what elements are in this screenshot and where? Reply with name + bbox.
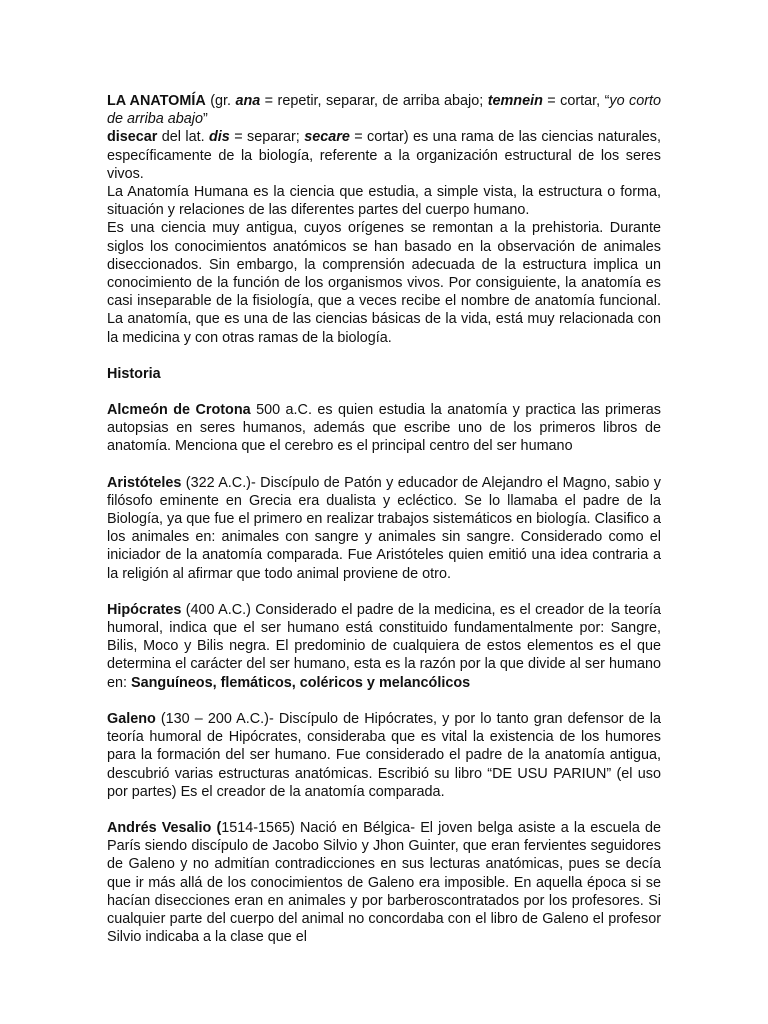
- section-heading: Historia: [107, 365, 161, 382]
- aristoteles-paragraph: Aristóteles (322 A.C.)- Discípulo de Patón y educador de Alejandro el Magno, sabio y filósofo eminente en Grecia era dualista y ecléctico. Se lo llamaba el padre de la Biología, ya que fue el primero en realizar trabajos sistemáticos en biología. Clasifico a los animales en: animales con sangre y animales sin sangre. Considerado como el iniciador de la anatomía comparada. Fue Aristóteles quien emitió una idea contraria a la religión al afirmar que todo animal proviene de otro.: [107, 474, 661, 582]
- alcmeon-paragraph: Alcmeón de Crotona 500 a.C. es quien estudia la anatomía y practica las primeras autopsias en seres humanos, además que escribe uno de los primeros libros de anatomía. Menciona que el cerebro es el principal centro del ser humano: [107, 402, 661, 455]
- document-title: LA ANATOMÍA: [107, 93, 206, 109]
- document-page: [107, 92, 661, 946]
- vesalio-paragraph: Andrés Vesalio (1514-1565) Nació en Bélgica- El joven belga asiste a la escuela de París siendo discípulo de Jacobo Silvio y Jhon Guinter, que eran fervientes seguidores de Galeno y no admitían contradicciones en sus lecturas anatómicas, pues se decía que ir más allá de los conocimientos de Galeno era imposible. En aquella época si se hacían disecciones eran en animales y por barberoscontratados por los profesores. Si cualquier parte del cuerpo del animal no concordaba con el libro de Galeno el profesor Silvio indicaba a la clase que el: [107, 819, 661, 946]
- intro-paragraph-3: Es una ciencia muy antigua, cuyos orígenes se remontan a la prehistoria. Durante siglos los conocimientos anatómicos se han basado en la observación de animales diseccionados. Sin embargo, la comprensión adecuada de la estructura implica un conocimiento de la función de los organismos vivos. Por consiguiente, la anatomía es casi inseparable de la fisiología, que a veces recibe el nombre de anatomía funcional. La anatomía, que es una de las ciencias básicas de la vida, está muy relacionada con la medicina y con otras ramas de la biología.: [107, 220, 661, 346]
- intro-paragraph: LA ANATOMÍA (gr. ana = repetir, separar, de arriba abajo; temnein = cortar, “yo corto de arriba abajo” disecar del lat. dis = separar; secare = cortar) es una rama de las ciencias naturales, específicamente de la biología, referente a la organización estructural de los seres vivos.: [107, 93, 661, 182]
- galeno-paragraph: Galeno (130 – 200 A.C.)- Discípulo de Hipócrates, y por lo tanto gran defensor de la teoría humoral de Hipócrates, consideraba que es vital la existencia de los humores para la formación del ser humano. Fue considerado el padre de la anatomía antigua, descubrió varias estructuras anatómicas. Escribió su libro “DE USU PARIUN” (el uso por partes) Es el creador de la anatomía comparada.: [107, 710, 661, 800]
- hipocrates-paragraph: Hipócrates (400 A.C.) Considerado el padre de la medicina, es el creador de la teoría humoral, indica que el ser humano está constituido fundamentalmente por: Sangre, Bilis, Moco y Bilis negra. El predominio de cualquiera de estos elementos es el que determina el carácter del ser humano, esta es la razón por la que divide al ser humano en: Sanguíneos, flemáticos, coléricos y melancólicos: [107, 601, 661, 691]
- intro-paragraph-2: La Anatomía Humana es la ciencia que estudia, a simple vista, la estructura o forma, situación y relaciones de las diferentes partes del cuerpo humano.: [107, 184, 661, 219]
